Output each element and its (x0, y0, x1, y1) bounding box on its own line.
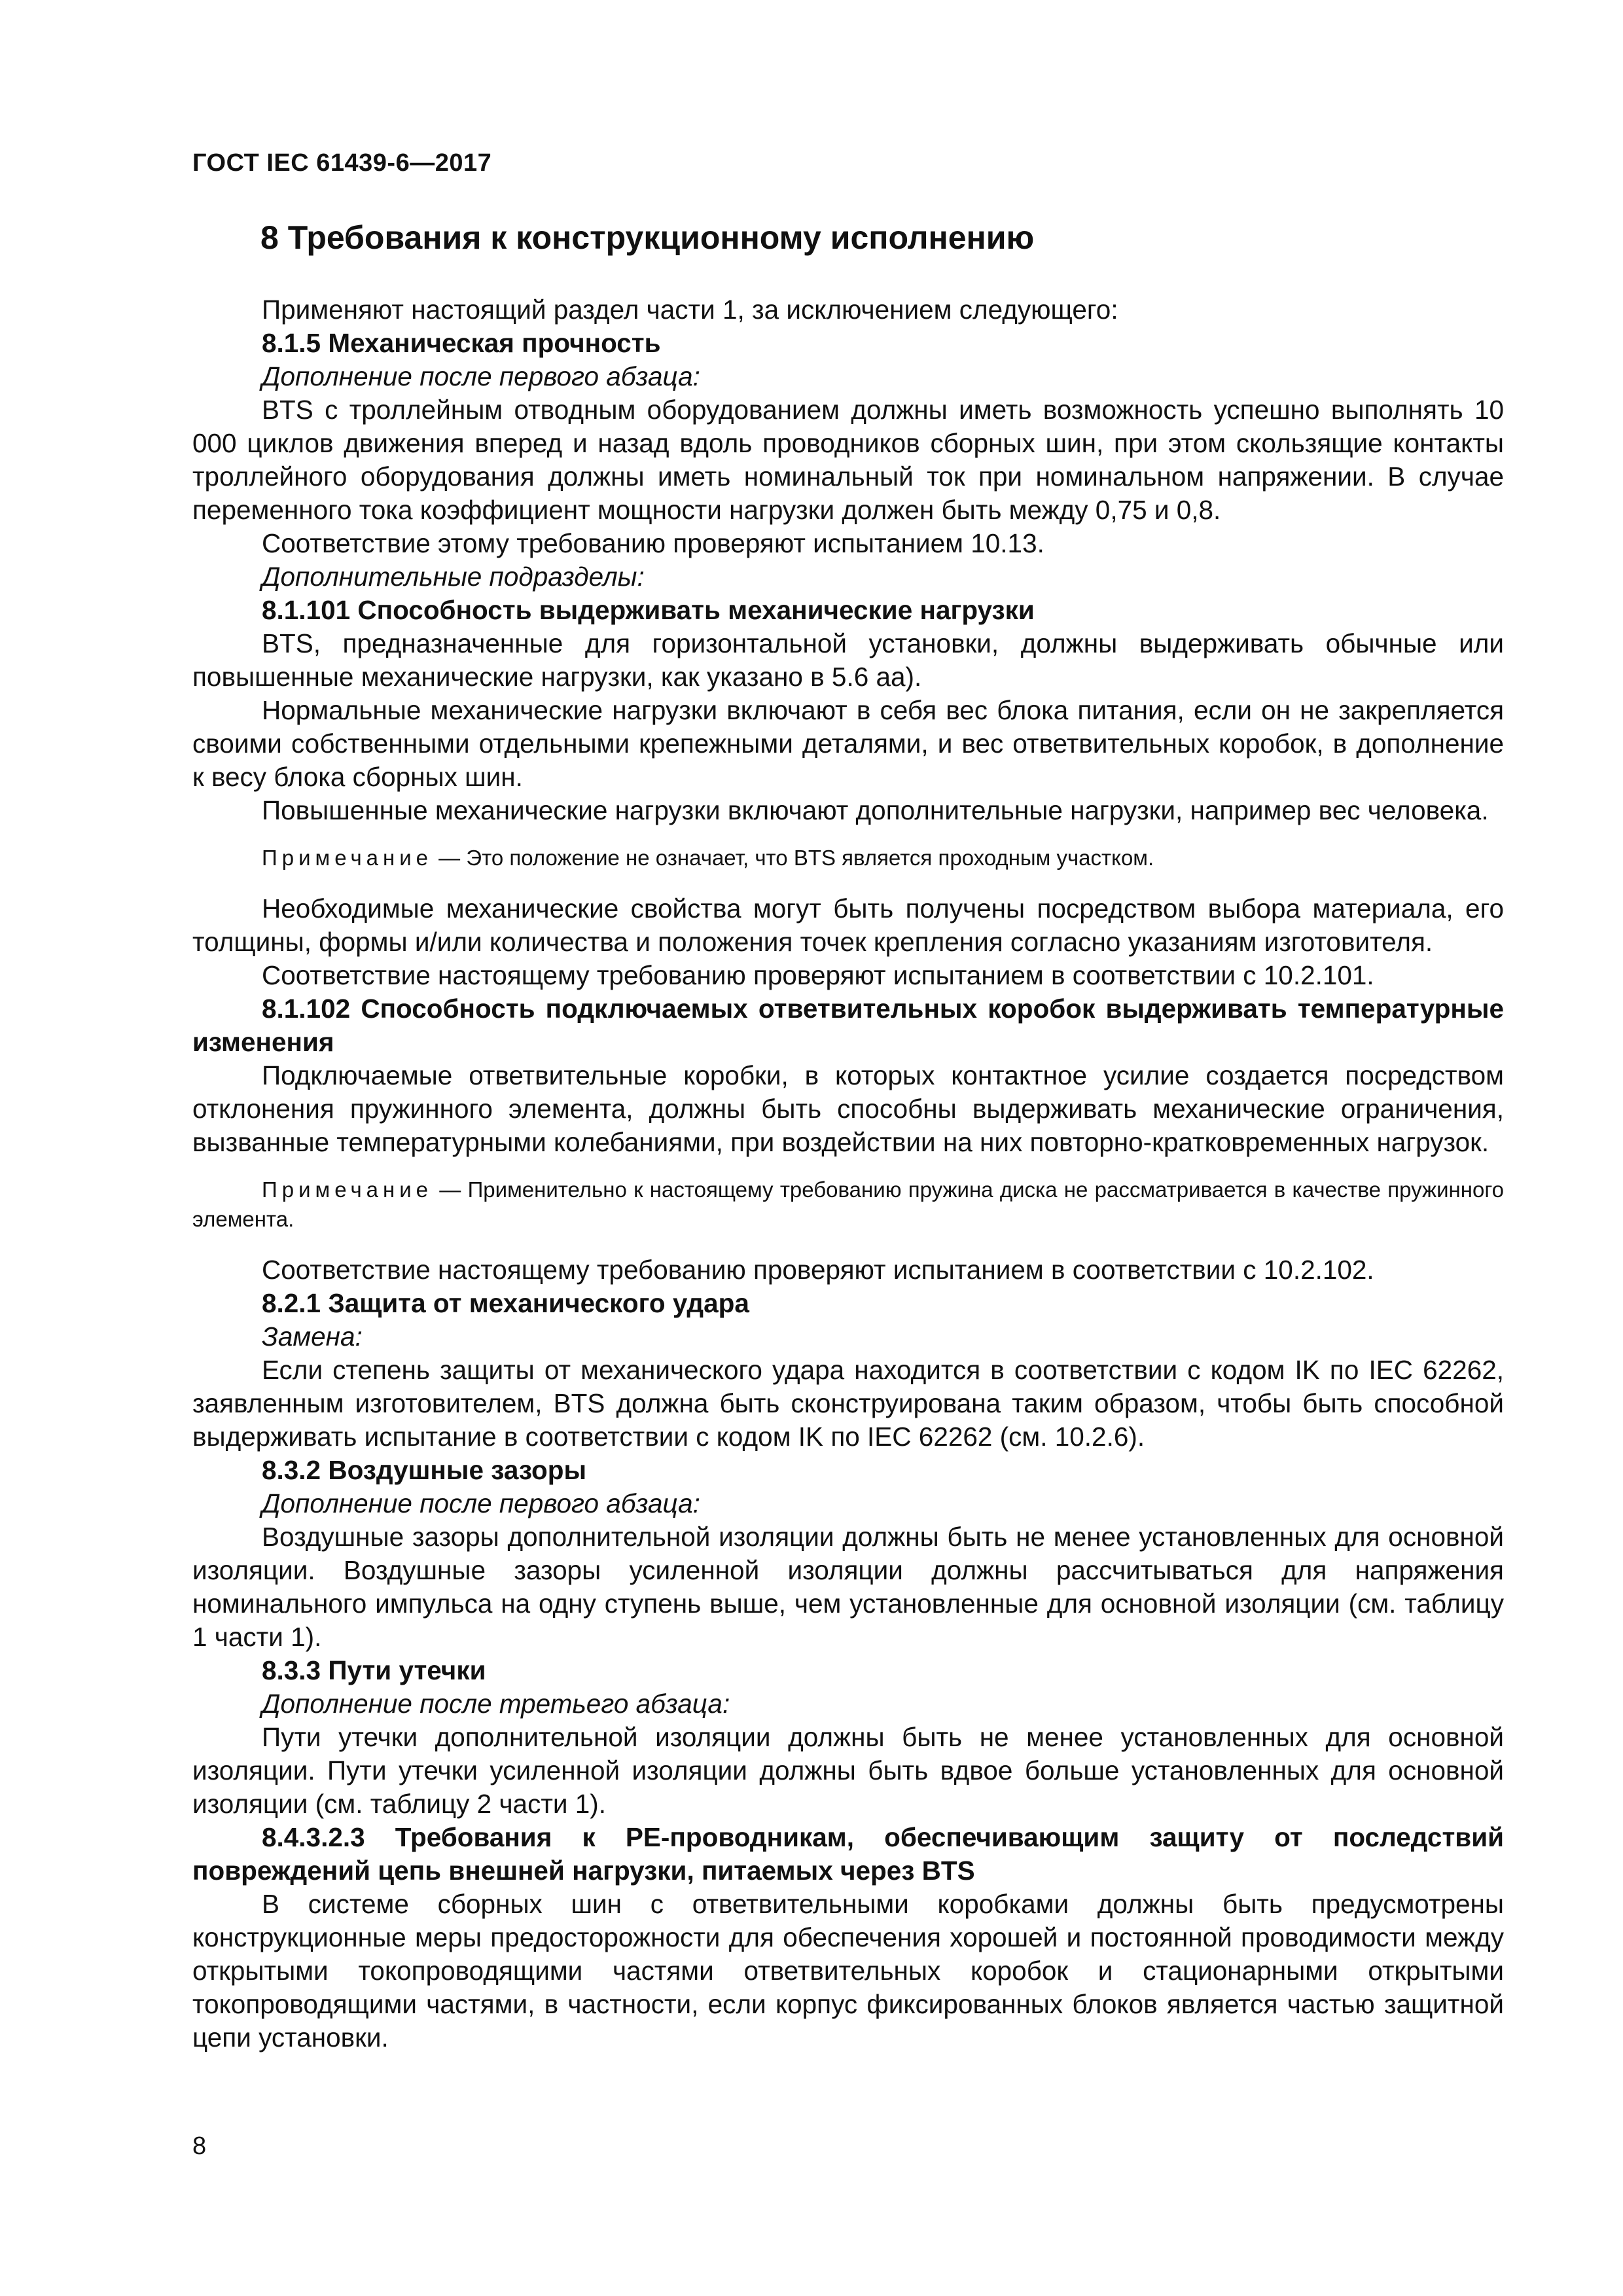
paragraph: В системе сборных шин с ответвительными коробками должны быть предусмотрены конструкционные меры предосторожности для обеспечения хорошей и постоянной проводимости между открытыми токопроводящими частями ответвительных коробок и стационарными открытыми токопроводящими частями, в частности, если корпус фиксированных блоков является частью защитной цепи установки. (192, 1889, 1504, 2053)
amendment-note: Дополнение после первого абзаца: (262, 1488, 700, 1518)
subsection-heading-8-3-3: 8.3.3 Пути утечки (262, 1655, 486, 1685)
paragraph: Соответствие настоящему требованию проверяют испытанием в соответствии с 10.2.102. (262, 1255, 1374, 1285)
subsection-heading-8-1-102: 8.1.102 Способность подключаемых ответвительных коробок выдерживать температурные изменения (192, 994, 1504, 1057)
subsection-heading-8-1-5: 8.1.5 Механическая прочность (262, 328, 661, 358)
paragraph: Если степень защиты от механического удара находится в соответствии с кодом IK по IEC 62262, заявленным изготовителем, BTS должна быть сконструирована таким образом, чтобы быть способной выдерживать испытание в соответствии с кодом IK по IEC 62262 (см. 10.2.6). (192, 1355, 1504, 1452)
intro-paragraph: Применяют настоящий раздел части 1, за исключением следующего: (262, 295, 1118, 325)
subsection-heading-8-2-1: 8.2.1 Защита от механического удара (262, 1288, 749, 1318)
paragraph: Повышенные механические нагрузки включают дополнительные нагрузки, например вес человека. (262, 795, 1489, 825)
paragraph: Соответствие настоящему требованию проверяют испытанием в соответствии с 10.2.101. (262, 960, 1374, 990)
paragraph: BTS с троллейным отводным оборудованием должны иметь возможность успешно выполнять 10 000 циклов движения вперед и назад вдоль проводников сборных шин, при этом скользящие контакты троллейного оборудования должны иметь номинальный ток при номинальном напряжении. В случае переменного тока коэффициент мощности нагрузки должен быть между 0,75 и 0,8. (192, 395, 1504, 525)
paragraph: BTS, предназначенные для горизонтальной установки, должны выдерживать обычные или повышенные механические нагрузки, как указано в 5.6 аа). (192, 628, 1504, 692)
paragraph: Нормальные механические нагрузки включают в себя вес блока питания, если он не закрепляется своими собственными отдельными крепежными деталями, и вес ответвительных коробок, в дополнение к весу блока сборных шин. (192, 695, 1504, 792)
paragraph: Воздушные зазоры дополнительной изоляции должны быть не менее установленных для основной изоляции. Воздушные зазоры усиленной изоляции должны рассчитываться для напряжения номинального импульса на одну ступень выше, чем установленные для основной изоляции (см. таблицу 1 части 1). (192, 1522, 1504, 1652)
amendment-note: Дополнение после первого абзаца: (262, 361, 700, 391)
page-number: 8 (192, 2132, 207, 2160)
note-label: Примечание (262, 846, 433, 870)
subsection-heading-8-3-2: 8.3.2 Воздушные зазоры (262, 1455, 587, 1485)
amendment-note: Замена: (262, 1321, 363, 1352)
paragraph: Необходимые механические свойства могут быть получены посредством выбора материала, его толщины, формы и/или количества и положения точек крепления согласно указаниям изготовителя. (192, 893, 1504, 957)
amendment-note: Дополнительные подразделы: (262, 562, 645, 592)
paragraph: Подключаемые ответвительные коробки, в которых контактное усилие создается посредством отклонения пружинного элемента, должны быть способны выдерживать механические ограничения, вызванные температурными колебаниями, при воздействии на них повторно-кратковременных нагрузок. (192, 1060, 1504, 1157)
note (192, 1175, 1504, 1234)
subsection-heading-8-4-3-2-3: 8.4.3.2.3 Требования к PE-проводникам, обеспечивающим защиту от последствий повреждений цепь внешней нагрузки, питаемых через BTS (192, 1822, 1504, 1886)
document-body (192, 215, 1504, 2054)
note (192, 843, 1504, 872)
subsection-heading-8-1-101: 8.1.101 Способность выдерживать механические нагрузки (262, 595, 1035, 625)
paragraph: Соответствие этому требованию проверяют испытанием 10.13. (262, 528, 1044, 558)
paragraph: Пути утечки дополнительной изоляции должны быть не менее установленных для основной изоляции. Пути утечки усиленной изоляции должны быть вдвое больше установленных для основной изоляции (см. таблицу 2 части 1). (192, 1722, 1504, 1819)
standard-header: ГОСТ IEC 61439-6—2017 (192, 149, 492, 177)
amendment-note: Дополнение после третьего абзаца: (262, 1689, 730, 1719)
section-title: 8 Требования к конструкционному исполнению (260, 219, 1035, 256)
note-label: Примечание (262, 1177, 433, 1202)
note-text: — Это положение не означает, что BTS является проходным участком. (433, 846, 1154, 870)
note-text: — Применительно к настоящему требованию пружина диска не рассматривается в качестве пружинного элемента. (192, 1177, 1504, 1231)
